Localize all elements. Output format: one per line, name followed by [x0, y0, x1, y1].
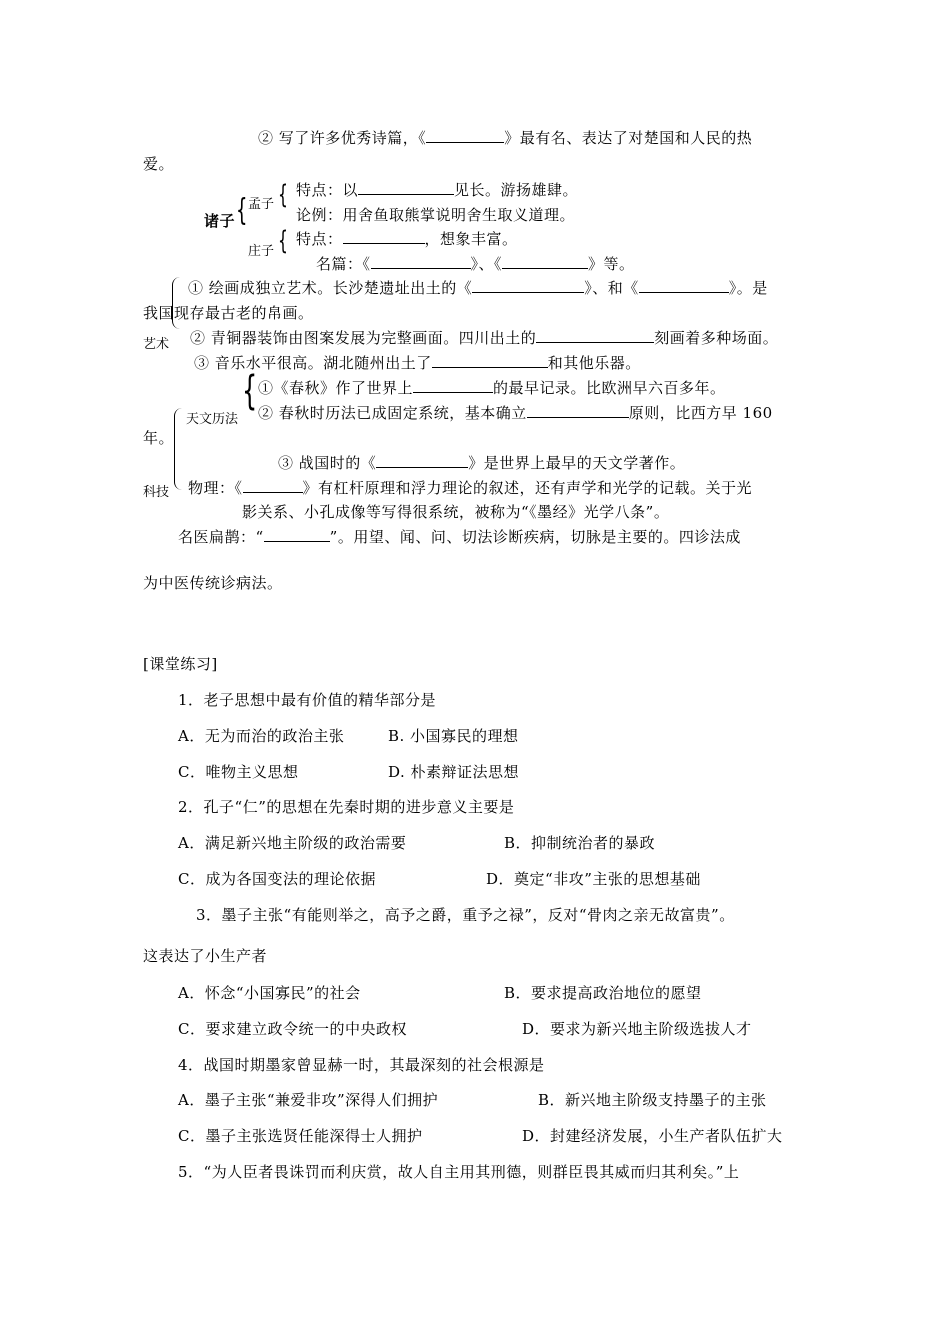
exercise-heading: [课堂练习]: [143, 655, 218, 673]
fill-blank: [343, 229, 425, 244]
zhuzi-brace-icon: {: [236, 193, 248, 228]
art-item-2: ② 青铜器装饰由图案发展为完整画面。四川出土的 刻画着多种场面。: [190, 329, 779, 347]
medicine-line: 名医扁鹊：“ ”。用望、闻、问、切法诊断疾病，切脉是主要的。四诊法成: [178, 528, 741, 546]
astro-item-2-cont: 年。: [143, 429, 175, 447]
fill-blank: [432, 353, 548, 368]
fill-blank: [472, 278, 584, 293]
zhuzi-label: 诸子: [204, 212, 236, 230]
notes-line-quyuan: ② 写了许多优秀诗篇，《 》最有名、表达了对楚国和人民的热: [258, 129, 753, 147]
q4-option-c: C．墨子主张选贤任能深得士人拥护: [178, 1127, 423, 1145]
q2-option-d: D．奠定“非攻”主张的思想基础: [486, 870, 701, 888]
zhuangzi-feature: 特点： ，想象丰富。: [296, 230, 518, 248]
fill-blank: [502, 254, 588, 269]
q4-option-d: D．封建经济发展，小生产者队伍扩大: [522, 1127, 783, 1145]
mengzi-label: 孟子: [248, 197, 275, 212]
question-3-cont: 这表达了小生产者: [143, 947, 268, 965]
question-1: 1．老子思想中最有价值的精华部分是: [178, 691, 437, 709]
fill-blank: [358, 180, 454, 195]
mengzi-feature: 特点：以 见长。游扬雄肆。: [296, 181, 579, 199]
q3-option-d: D．要求为新兴地主阶级选拔人才: [522, 1020, 752, 1038]
question-4: 4．战国时期墨家曾显赫一时，其最深刻的社会根源是: [178, 1056, 545, 1074]
astro-item-3: ③ 战国时的《 》是世界上最早的天文学著作。: [278, 454, 686, 472]
fill-blank: [371, 254, 471, 269]
zhuangzi-works: 名篇：《 》、《 》等。: [316, 255, 635, 273]
question-2: 2．孔子“仁”的思想在先秦时期的进步意义主要是: [178, 798, 515, 816]
zhuangzi-label: 庄子: [248, 244, 275, 259]
q1-option-a: A．无为而治的政治主张: [178, 727, 345, 745]
q1-option-d: D. 朴素辩证法思想: [388, 763, 520, 781]
fill-blank: [639, 278, 729, 293]
fill-blank: [527, 403, 629, 418]
q4-option-b: B．新兴地主阶级支持墨子的主张: [538, 1091, 767, 1109]
q3-option-c: C．要求建立政令统一的中央政权: [178, 1020, 407, 1038]
q2-option-b: B．抑制统治者的暴政: [504, 834, 656, 852]
physics-line: 物理：《 》有杠杆原理和浮力理论的叙述，还有声学和光学的记载。关于光: [188, 479, 753, 497]
medicine-line-cont: 为中医传统诊病法。: [143, 574, 283, 592]
astro-item-1: ①《春秋》作了世界上 的最早记录。比欧洲早六百多年。: [258, 379, 726, 397]
q2-option-c: C．成为各国变法的理论依据: [178, 870, 376, 888]
physics-line-cont: 影关系、小孔成像等写得很系统，被称为“《墨经》光学八条”。: [242, 503, 670, 521]
fill-blank: [426, 128, 504, 143]
art-label: 艺术: [143, 337, 170, 352]
science-label: 科技: [143, 485, 170, 500]
fill-blank: [536, 328, 654, 343]
q1-option-c: C．唯物主义思想: [178, 763, 299, 781]
q2-option-a: A．满足新兴地主阶级的政治需要: [178, 834, 407, 852]
art-item-1-cont: 我国现存最古老的帛画。: [143, 304, 314, 322]
art-item-3: ③ 音乐水平很高。湖北随州出土了 和其他乐器。: [194, 354, 641, 372]
art-item-1: ① 绘画成独立艺术。长沙楚遗址出土的《 》、和《 》。是: [188, 279, 768, 297]
q3-option-b: B．要求提高政治地位的愿望: [504, 984, 702, 1002]
science-brace-icon: [174, 408, 183, 490]
astro-label: 天文历法: [186, 412, 239, 427]
q4-option-a: A．墨子主张“兼爱非攻”深得人们拥护: [178, 1091, 439, 1109]
q1-option-b: B. 小国寡民的理想: [388, 727, 519, 745]
mengzi-brace-icon: {: [278, 180, 288, 210]
question-3: 3．墨子主张“有能则举之，高予之爵，重予之禄”，反对“骨肉之亲无故富贵”。: [196, 906, 735, 924]
astro-brace-icon: {: [242, 368, 258, 414]
mengzi-example: 论例：用舍鱼取熊掌说明舍生取义道理。: [296, 206, 576, 224]
question-5: 5．“为人臣者畏诛罚而利庆赏，故人自主用其刑德，则群臣畏其威而归其利矣。”上: [178, 1163, 740, 1181]
q3-option-a: A．怀念“小国寡民”的社会: [178, 984, 361, 1002]
notes-line-quyuan-cont: 爱。: [143, 155, 175, 173]
fill-blank: [243, 478, 303, 493]
fill-blank: [264, 527, 330, 542]
astro-item-2: ② 春秋时历法已成固定系统，基本确立 原则，比西方早 160: [258, 404, 773, 422]
fill-blank: [376, 453, 468, 468]
fill-blank: [413, 378, 493, 393]
zhuangzi-brace-icon: {: [278, 226, 288, 256]
